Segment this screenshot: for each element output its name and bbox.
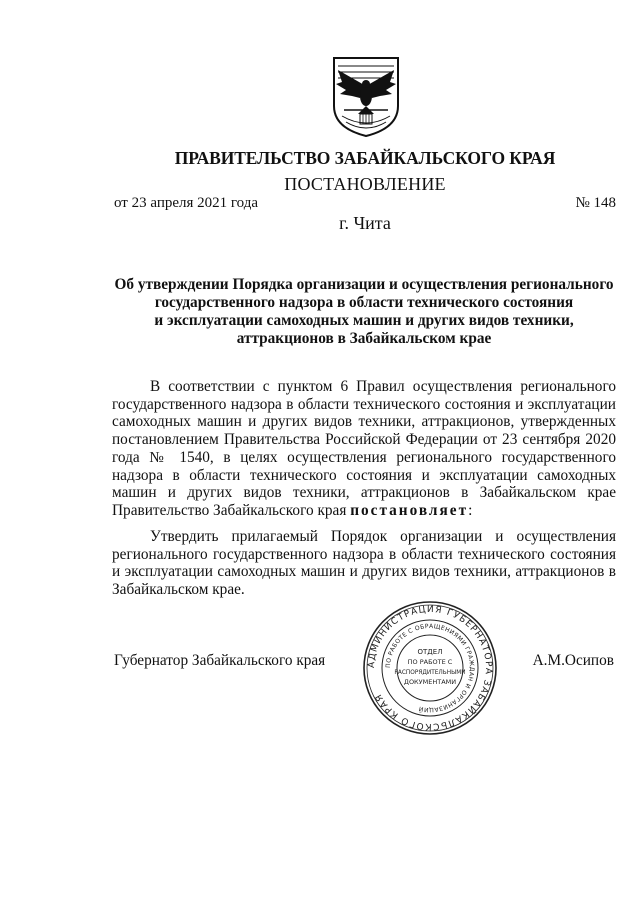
subject-line: и эксплуатации самоходных машин и других видов техники, bbox=[154, 312, 574, 329]
colon: : bbox=[468, 501, 473, 519]
seal-inner-text: ПО РАБОТЕ С ОБРАЩЕНИЯМИ ГРАЖДАН И ОРГАНИЗАЦИЙ bbox=[384, 622, 476, 714]
subject-line: Об утверждении Порядка организации и осуществления регионального bbox=[114, 276, 614, 293]
svg-text:ПО РАБОТЕ С ОБРАЩЕНИЯМИ ГРАЖДА bbox=[385, 623, 475, 713]
document-number: № 148 bbox=[575, 195, 616, 211]
seal-center-line: ДОКУМЕНТАМИ bbox=[403, 678, 457, 686]
seal-outer-text: АДМИНИСТРАЦИЯ ГУБЕРНАТОРА ЗАБАЙКАЛЬСКОГО КРАЯ bbox=[366, 604, 494, 732]
body-paragraph-resolution: Утвердить прилагаемый Порядок организации и осуществления регионального государственного надзора в области технического состояния и эксплуатации самоходных машин и других видов техники, аттракционов в Забайкальском крае. bbox=[112, 528, 616, 599]
document-date: от 23 апреля 2021 года bbox=[114, 195, 259, 211]
document-subject bbox=[110, 276, 618, 348]
preamble-text: В соответствии с пунктом 6 Правил осуществления регионального государственного надзора в области технического состояния и эксплуатации самоходных машин и других видов техники, аттракционов, утвержденных постановлением Правительства Российской Федерации от 23 сентября 2020 года № 1540, в целях осуществления регионального государственного надзора в области технического состояния и эксплуатации самоходных машин и других видов техники, аттракционов в Забайкальском крае Правительство Забайкальского края bbox=[112, 378, 616, 519]
coat-of-arms-icon bbox=[330, 56, 402, 138]
signatory-name: А.М.Осипов bbox=[532, 652, 614, 669]
document-type: ПОСТАНОВЛЕНИЕ bbox=[284, 174, 446, 194]
official-seal-icon bbox=[362, 600, 498, 736]
document-city: г. Чита bbox=[339, 213, 391, 233]
seal-center-line: РАСПОРЯДИТЕЛЬНЫМИ bbox=[394, 670, 466, 676]
subject-line: аттракционов в Забайкальском крае bbox=[236, 330, 492, 347]
seal-center-line: ПО РАБОТЕ С bbox=[407, 658, 453, 666]
signatory-title: Губернатор Забайкальского края bbox=[114, 652, 326, 669]
government-title: ПРАВИТЕЛЬСТВО ЗАБАЙКАЛЬСКОГО КРАЯ bbox=[174, 148, 556, 168]
seal-center-line: ОТДЕЛ bbox=[417, 648, 443, 656]
body-paragraph-preamble bbox=[112, 378, 616, 520]
decree-word: постановляет bbox=[350, 501, 469, 519]
subject-line: государственного надзора в области технического состояния bbox=[154, 294, 574, 311]
